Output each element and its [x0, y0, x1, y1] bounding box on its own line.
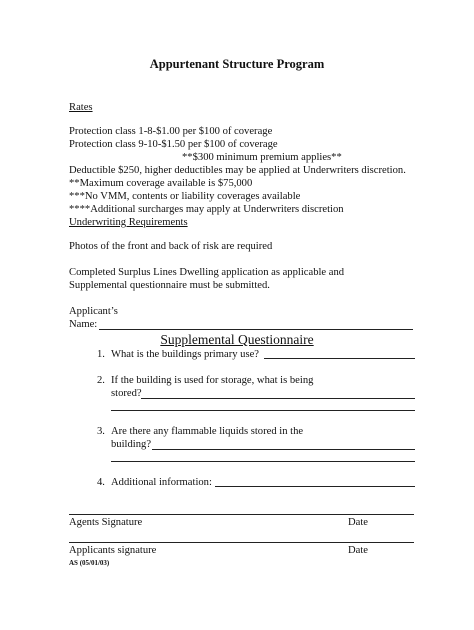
supplemental-questionnaire-heading: Supplemental Questionnaire — [160, 332, 314, 347]
question-number: 1. — [97, 349, 105, 360]
surplus-lines-requirement: Supplemental questionnaire must be submitted. — [69, 280, 270, 291]
name-label: Name: — [69, 319, 98, 330]
applicants-signature-label: Applicants signature — [69, 545, 157, 556]
agents-signature-label: Agents Signature — [69, 517, 143, 528]
rate-line: Protection class 1-8-$1.00 per $100 of coverage — [69, 126, 273, 137]
rate-line: **Maximum coverage available is $75,000 — [69, 178, 253, 189]
flammable-liquids-field-extra[interactable] — [111, 461, 415, 462]
underwriting-heading: Underwriting Requirements — [69, 217, 188, 228]
photos-requirement: Photos of the front and back of risk are required — [69, 241, 273, 252]
flammable-liquids-field[interactable] — [152, 449, 415, 450]
agents-signature-line[interactable] — [69, 514, 414, 515]
applicant-label: Applicant’s — [69, 306, 118, 317]
rate-line: ***No VMM, contents or liability coverages available — [69, 191, 301, 202]
rates-heading: Rates — [69, 102, 93, 113]
question-text: building? — [111, 439, 152, 450]
rate-line: Deductible $250, higher deductibles may be applied at Underwriters discretion. — [69, 165, 406, 176]
rate-line: **$300 minimum premium applies** — [182, 152, 342, 163]
applicants-signature-line[interactable] — [69, 542, 414, 543]
question-text: stored? — [111, 388, 142, 399]
document-title: Appurtenant Structure Program — [149, 57, 325, 71]
question-number: 3. — [97, 426, 105, 437]
question-text: What is the buildings primary use? — [111, 349, 259, 360]
surplus-lines-requirement: Completed Surplus Lines Dwelling application as applicable and — [69, 267, 345, 278]
agents-date-label: Date — [348, 517, 368, 528]
stored-items-field[interactable] — [141, 398, 415, 399]
additional-information-field[interactable] — [215, 486, 415, 487]
form-code: AS (05/01/03) — [69, 559, 110, 567]
primary-use-field[interactable] — [264, 358, 415, 359]
question-number: 2. — [97, 375, 105, 386]
question-text: If the building is used for storage, what is being — [111, 375, 314, 386]
question-text: Are there any flammable liquids stored in the — [111, 426, 304, 437]
applicant-name-field[interactable] — [99, 329, 413, 330]
question-number: 4. — [97, 477, 105, 488]
applicants-date-label: Date — [348, 545, 368, 556]
rate-line: Protection class 9-10-$1.50 per $100 of coverage — [69, 139, 278, 150]
question-text: Additional information: — [111, 477, 212, 488]
stored-items-field-extra[interactable] — [111, 410, 415, 411]
rate-line: ****Additional surcharges may apply at Underwriters discretion — [69, 204, 344, 215]
